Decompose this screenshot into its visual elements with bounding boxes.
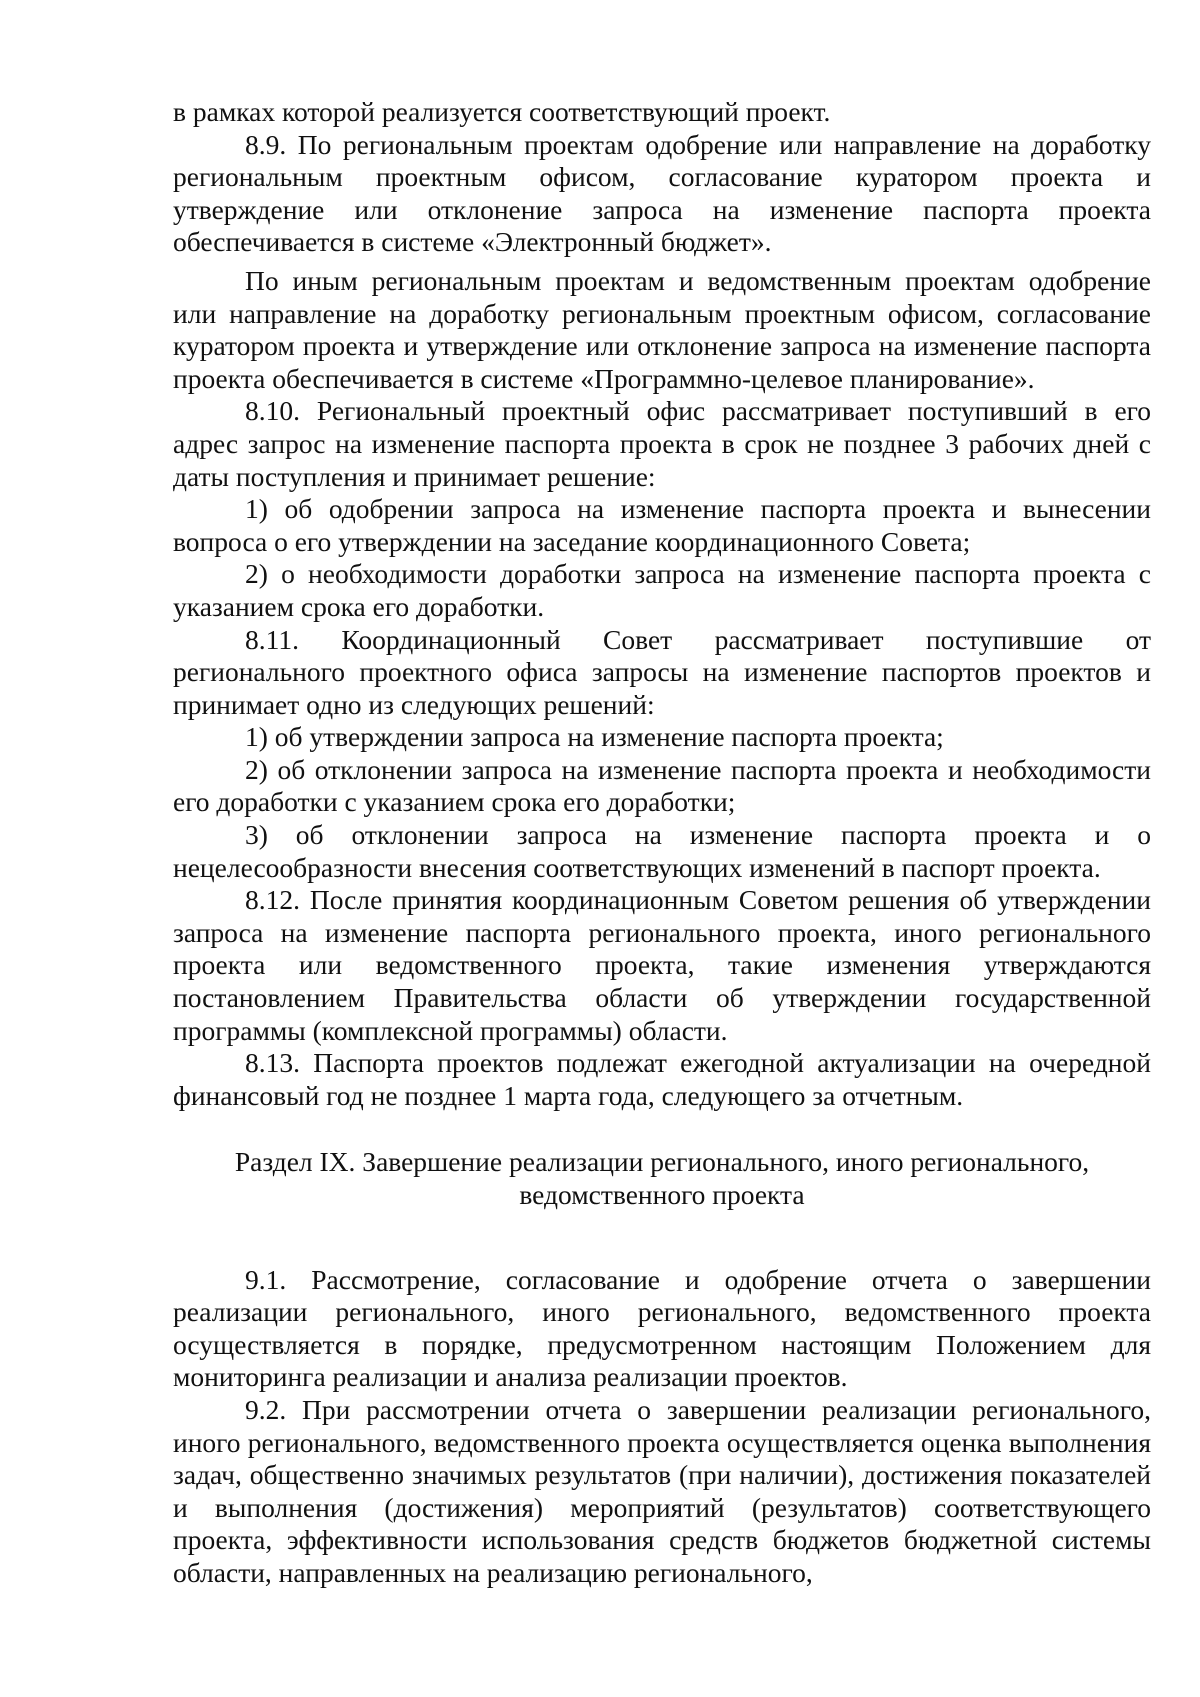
paragraph-8-11: 8.11. Координационный Совет рассматривает поступившие от регионального проектного офиса запросы на изменение паспортов проектов и принимает одно из следующих решений: — [173, 623, 1151, 720]
list-item: 2) об отклонении запроса на изменение паспорта проекта и необходимости его доработки с указанием срока его доработки; — [173, 753, 1151, 818]
list-item: 2) о необходимости доработки запроса на изменение паспорта проекта с указанием срока его доработки. — [173, 558, 1151, 622]
paragraph-8-13: 8.13. Паспорта проектов подлежат ежегодной актуализации на очередной финансовый год не позднее 1 марта года, следующего за отчетным. — [173, 1047, 1151, 1111]
paragraph-8-10: 8.10. Региональный проектный офис рассматривает поступивший в его адрес запрос на изменение паспорта проекта в срок не позднее 3 рабочих дней с даты поступления и принимает решение: — [173, 395, 1151, 492]
section-heading: Раздел IX. Завершение реализации регионального, иного регионального, ведомственного проекта — [234, 1146, 1090, 1210]
list-item: 3) об отклонении запроса на изменение паспорта проекта и о нецелесообразности внесения соответствующих изменений в паспорт проекта. — [173, 819, 1151, 883]
paragraph-8-9: 8.9. По региональным проектам одобрение или направление на доработку региональным проектным офисом, согласование куратором проекта и утверждение или отклонение запроса на изменение паспорта проекта обеспечивается в системе «Электронный бюджет». — [173, 128, 1151, 258]
paragraph-9-1: 9.1. Рассмотрение, согласование и одобрение отчета о завершении реализации регионального, иного регионального, ведомственного проекта осуществляется в порядке, предусмотренном настоящим Положением для мониторинга реализации и анализа реализации проектов. — [173, 1263, 1151, 1393]
list-item: 1) об утверждении запроса на изменение паспорта проекта; — [245, 721, 944, 753]
paragraph: По иным региональным проектам и ведомственным проектам одобрение или направление на доработку региональным проектным офисом, согласование куратором проекта и утверждение или отклонение запроса на изменение паспорта проекта обеспечивается в системе «Программно-целевое планирование». — [173, 264, 1151, 394]
paragraph-9-2: 9.2. При рассмотрении отчета о завершении реализации регионального, иного регионального, ведомственного проекта осуществляется оценка выполнения задач, общественно значимых результатов (при наличии), достижения показателей и выполнения (достижения) мероприятий (результатов) соответствующего проекта, эффективности использования средств бюджетов бюджетной системы области, направленных на реализацию регионального, — [173, 1393, 1151, 1588]
paragraph-8-12: 8.12. После принятия координационным Советом решения об утверждении запроса на изменение паспорта регионального проекта, иного регионального проекта или ведомственного проекта, такие изменения утверждаются постановлением Правительства области об утверждении государственной программы (комплексной программы) области. — [173, 884, 1151, 1046]
list-item: 1) об одобрении запроса на изменение паспорта проекта и вынесении вопроса о его утверждении на заседание координационного Совета; — [173, 493, 1151, 557]
document-page — [173, 96, 1151, 1590]
section-heading-block — [173, 1146, 1151, 1211]
paragraph: в рамках которой реализуется соответствующий проект. — [173, 96, 831, 127]
